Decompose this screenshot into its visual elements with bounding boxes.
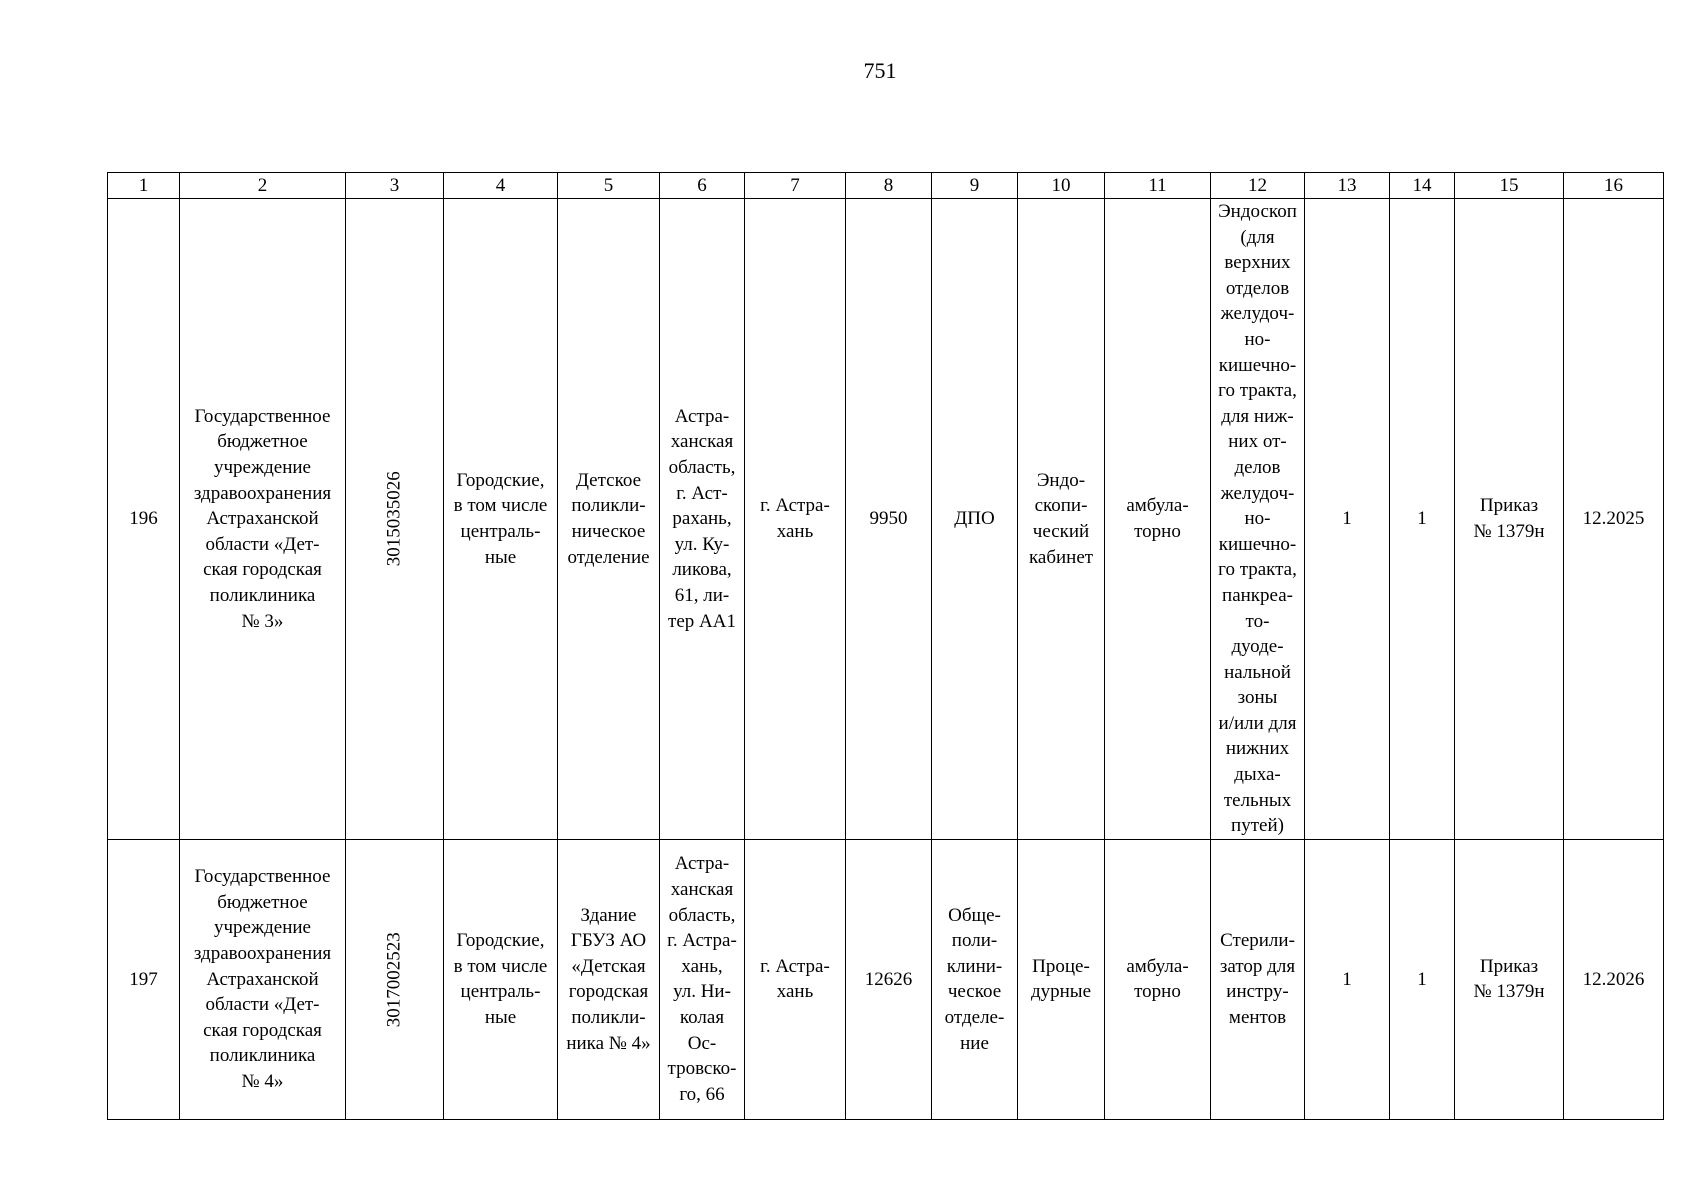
column-number: 8 bbox=[846, 173, 932, 199]
population: 9950 bbox=[846, 199, 932, 840]
population: 12626 bbox=[846, 839, 932, 1119]
city: г. Астра- хань bbox=[745, 839, 846, 1119]
subdivision: Здание ГБУЗ АО «Детская городская поликли- ника № 4» bbox=[558, 839, 660, 1119]
order-reference: Приказ № 1379н bbox=[1455, 199, 1564, 840]
quantity-planned: 1 bbox=[1390, 839, 1455, 1119]
quantity-required: 1 bbox=[1305, 199, 1390, 840]
inn-cell bbox=[346, 199, 444, 840]
organization-name: Государственное бюджетное учреждение здравоохранения Астраханской области «Дет- ская городская поликлиника № 3» bbox=[180, 199, 346, 840]
address: Астра- ханская область, г. Аст- рахань, ул. Ку- ликова, 61, ли- тер АА1 bbox=[660, 199, 745, 840]
column-number: 14 bbox=[1390, 173, 1455, 199]
room-type: Проце- дурные bbox=[1018, 839, 1105, 1119]
equipment: Стерили- затор для инстру- ментов bbox=[1211, 839, 1305, 1119]
column-number: 1 bbox=[108, 173, 180, 199]
column-number: 3 bbox=[346, 173, 444, 199]
care-form: амбула- торно bbox=[1105, 839, 1211, 1119]
address: Астра- ханская область, г. Астра- хань, ул. Ни- колая Ос- тровско- го, 66 bbox=[660, 839, 745, 1119]
registry-table bbox=[107, 172, 1664, 1120]
column-number: 11 bbox=[1105, 173, 1211, 199]
column-number: 7 bbox=[745, 173, 846, 199]
row-number: 197 bbox=[108, 839, 180, 1119]
order-reference: Приказ № 1379н bbox=[1455, 839, 1564, 1119]
column-number: 15 bbox=[1455, 173, 1564, 199]
column-number: 16 bbox=[1564, 173, 1664, 199]
row-number: 196 bbox=[108, 199, 180, 840]
equipment: Эндоскоп (для верхних отделов желудоч- но- кишечно- го тракта, для ниж- них от- делов желудоч- но- кишечно- го тракта, панкреа- то- дуоде- нальной зоны и/или для нижних дыха- тельных путей) bbox=[1211, 199, 1305, 840]
quantity-required: 1 bbox=[1305, 839, 1390, 1119]
column-number: 5 bbox=[558, 173, 660, 199]
column-number-row bbox=[108, 173, 1664, 199]
column-number: 2 bbox=[180, 173, 346, 199]
column-number: 12 bbox=[1211, 173, 1305, 199]
organization-name: Государственное бюджетное учреждение здравоохранения Астраханской области «Дет- ская городская поликлиника № 4» bbox=[180, 839, 346, 1119]
care-form: амбула- торно bbox=[1105, 199, 1211, 840]
settlement-type: Городские, в том числе централь- ные bbox=[444, 839, 558, 1119]
inn-code: 3017002523 bbox=[383, 931, 405, 1027]
department: Обще- поли- клини- ческое отделе- ние bbox=[932, 839, 1018, 1119]
column-number: 10 bbox=[1018, 173, 1105, 199]
quantity-planned: 1 bbox=[1390, 199, 1455, 840]
inn-code: 3015035026 bbox=[383, 471, 405, 567]
column-number: 13 bbox=[1305, 173, 1390, 199]
column-number: 9 bbox=[932, 173, 1018, 199]
due-date: 12.2026 bbox=[1564, 839, 1664, 1119]
column-number: 6 bbox=[660, 173, 745, 199]
table-row bbox=[108, 199, 1664, 840]
due-date: 12.2025 bbox=[1564, 199, 1664, 840]
subdivision: Детское поликли- ническое отделение bbox=[558, 199, 660, 840]
city: г. Астра- хань bbox=[745, 199, 846, 840]
table-row bbox=[108, 839, 1664, 1119]
page-number: 751 bbox=[863, 58, 897, 83]
inn-cell bbox=[346, 839, 444, 1119]
department: ДПО bbox=[932, 199, 1018, 840]
column-number: 4 bbox=[444, 173, 558, 199]
room-type: Эндо- скопи- ческий кабинет bbox=[1018, 199, 1105, 840]
settlement-type: Городские, в том числе централь- ные bbox=[444, 199, 558, 840]
